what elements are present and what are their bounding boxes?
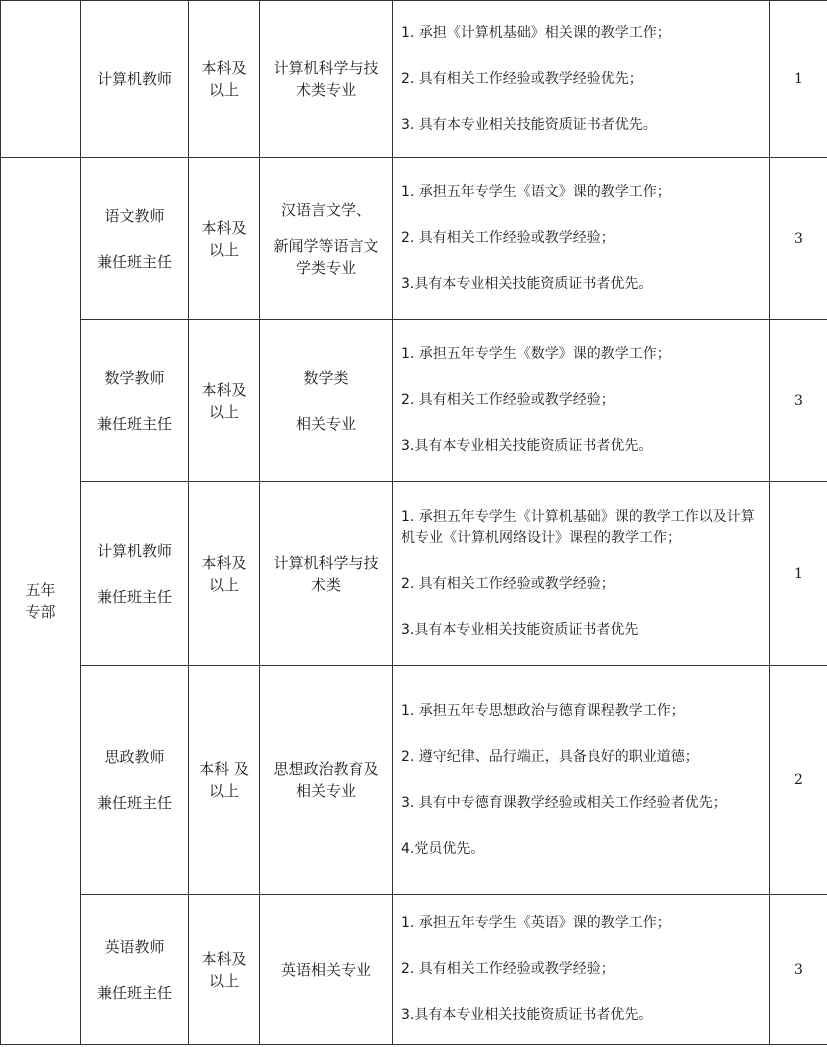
position-title: 英语教师 [104, 937, 165, 956]
education-line: 以上 [208, 782, 239, 800]
table-row [1, 158, 827, 320]
position-cell [81, 320, 189, 482]
position-title: 思政教师 [104, 748, 165, 766]
position-title: 兼任班主任 [96, 794, 172, 812]
major-line: 相关专业 [295, 414, 356, 433]
major-line: 相关专业 [295, 782, 356, 800]
education-cell [189, 158, 260, 320]
department-line: 五年 [25, 581, 56, 599]
duties-cell [393, 482, 770, 666]
duties-cell [393, 1, 770, 158]
education-line: 本科及 [201, 380, 247, 399]
position-cell [81, 482, 189, 666]
duty-item: 3.具有本专业相关技能资质证书者优先。 [401, 276, 653, 292]
duty-item: 2. 具有相关工作经验或教学经验优先； [401, 70, 643, 87]
duty-item: 3. 具有本专业相关技能资质证书者优先。 [401, 116, 657, 133]
duty-item: 1. 承担五年专学生《英语》课的教学工作； [401, 915, 671, 931]
department-cell [1, 158, 81, 1045]
duty-item: 2. 具有相关工作经验或教学经验； [401, 230, 615, 246]
position-cell [81, 666, 189, 895]
major-line: 思想政治教育及 [273, 760, 379, 778]
dept-cell-empty [1, 1, 81, 158]
duty-item: 4.党员优先。 [401, 840, 485, 857]
position-title: 兼任班主任 [96, 587, 172, 606]
major-line: 数学类 [303, 368, 349, 387]
count-cell: 1 [770, 1, 827, 158]
education-cell [189, 320, 260, 482]
position-title: 兼任班主任 [96, 252, 172, 271]
major-line: 术类 [310, 575, 341, 594]
education-cell [189, 666, 260, 895]
major-line: 英语相关专业 [280, 960, 371, 979]
major-cell [260, 666, 393, 895]
duty-item: 2. 具有相关工作经验或教学经验； [401, 961, 615, 977]
table-row [1, 482, 827, 666]
duty-item: 1. 承担五年专学生《计算机基础》课的教学工作以及计算机专业《计算机网络设计》课程的教学工作； [401, 508, 755, 546]
duty-item: 1. 承担五年专思想政治与德育课程教学工作； [401, 702, 685, 719]
duty-item: 1. 承担五年专学生《数学》课的教学工作； [401, 346, 671, 362]
education-line: 本科及 [201, 218, 247, 237]
count-cell: 2 [770, 666, 827, 895]
position-title: 兼任班主任 [96, 414, 172, 433]
major-line: 汉语言文学、 [280, 200, 371, 219]
position-title: 数学教师 [104, 368, 165, 387]
position-cell [81, 895, 189, 1045]
position-cell [81, 1, 189, 158]
position-title: 兼任班主任 [96, 983, 172, 1002]
education-line: 本科 及 [199, 760, 249, 778]
education-line: 以上 [208, 240, 239, 259]
count-cell: 1 [770, 482, 827, 666]
major-line: 计算机科学与技 [273, 59, 379, 77]
duties-cell [393, 320, 770, 482]
duty-item: 3.具有本专业相关技能资质证书者优先 [401, 621, 639, 638]
major-cell [260, 320, 393, 482]
duty-item: 1. 承担《计算机基础》相关课的教学工作； [401, 24, 671, 41]
count-cell: 3 [770, 320, 827, 482]
major-cell [260, 158, 393, 320]
table-row [1, 666, 827, 895]
position-title: 计算机教师 [96, 541, 172, 560]
major-line: 学类专业 [295, 258, 356, 277]
education-cell [189, 895, 260, 1045]
education-cell [189, 482, 260, 666]
major-line: 术类专业 [295, 81, 356, 99]
position-cell [81, 158, 189, 320]
major-line: 新闻学等语言文 [273, 236, 379, 255]
education-line: 本科及 [201, 553, 247, 572]
education-line: 以上 [208, 575, 239, 594]
count-cell: 3 [770, 158, 827, 320]
major-line: 计算机科学与技 [273, 553, 379, 572]
department-line: 专部 [25, 603, 56, 621]
table-row [1, 895, 827, 1045]
education-line: 以上 [208, 81, 239, 99]
education-line: 以上 [208, 971, 239, 990]
education-line: 本科及 [201, 59, 247, 77]
education-cell [189, 1, 260, 158]
duty-item: 2. 遵守纪律、品行端正，具备良好的职业道德； [401, 748, 699, 765]
duties-cell [393, 666, 770, 895]
duties-cell [393, 895, 770, 1045]
duty-item: 2. 具有相关工作经验或教学经验； [401, 392, 615, 408]
duties-cell [393, 158, 770, 320]
position-title: 语文教师 [104, 206, 165, 225]
position-title: 计算机教师 [96, 70, 172, 88]
major-cell [260, 482, 393, 666]
education-line: 以上 [208, 402, 239, 421]
major-cell [260, 895, 393, 1045]
table-row [1, 1, 827, 158]
education-line: 本科及 [201, 949, 247, 968]
count-cell: 3 [770, 895, 827, 1045]
duty-item: 2. 具有相关工作经验或教学经验； [401, 575, 615, 592]
duty-item: 3.具有本专业相关技能资质证书者优先。 [401, 1007, 653, 1023]
major-cell [260, 1, 393, 158]
duty-item: 3. 具有中专德育课教学经验或相关工作经验者优先； [401, 794, 727, 811]
duty-item: 1. 承担五年专学生《语文》课的教学工作； [401, 184, 671, 200]
duty-item: 3.具有本专业相关技能资质证书者优先。 [401, 438, 653, 454]
table-row [1, 320, 827, 482]
